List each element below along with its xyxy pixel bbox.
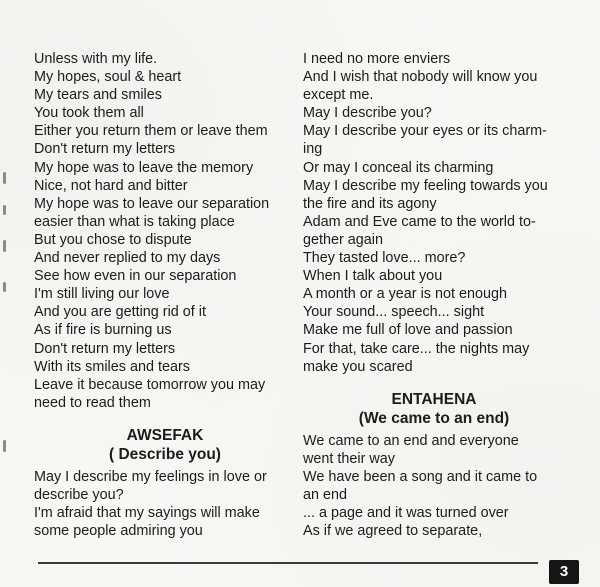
poem-line: May I describe my feeling towards you [303,177,548,194]
poem-stanza [34,50,296,412]
poem-line: And never replied to my days [34,250,221,267]
poem-line: went their way [303,450,395,467]
binding-mark [3,205,6,215]
poem-line: Leave it because tomorrow you may [34,376,266,393]
poem-line: My hope was to leave our separation [34,195,270,212]
poem-line: For that, take care... the nights may [303,340,530,357]
poem-line: gether again [303,231,384,248]
poem-line: I need no more enviers [303,51,451,67]
poem-line: an end [303,486,348,503]
poem-line: You took them all [34,105,144,122]
binding-mark [3,282,6,292]
poem-line: And I wish that nobody will know you [303,69,538,86]
poem-line: Make me full of love and passion [303,322,513,339]
poem-stanza [34,468,296,540]
poem-line: We have been a song and it came to [303,468,538,485]
binding-mark [3,172,6,184]
poem-stanza [303,50,565,376]
poem-line: need to read them [34,394,151,411]
poem-line: As if we agreed to separate, [303,523,483,540]
poem-line: They tasted love... more? [303,250,466,267]
poem-line: My tears and smiles [34,87,162,104]
poem-line: ing [303,141,323,158]
poem-line: Either you return them or leave them [34,123,268,140]
poem-line: And you are getting rid of it [34,304,206,321]
right-column [303,50,565,540]
binding-mark [3,440,6,452]
left-binding-edge [0,0,14,587]
poem-line: See how even in our separation [34,268,237,285]
poem-stanza [303,432,565,541]
poem-line: Your sound... speech... sight [303,304,485,321]
poem-line: Nice, not hard and bitter [34,177,188,194]
poem-line: make you scared [303,358,413,375]
poem-subtitle: (We came to an end) [358,409,510,427]
poem-line: May I describe you? [303,105,432,122]
poem-line: A month or a year is not enough [303,286,507,303]
poem-title: AWSEFAK [126,426,204,444]
poem-line: May I describe my feelings in love or [34,468,267,485]
footer-divider [38,562,538,564]
poem-line: I'm still living our love [34,286,170,303]
poem-line: As if fire is burning us [34,322,172,339]
poem-line: easier than what is taking place [34,213,235,230]
poem-line: My hope was to leave the memory [34,159,254,176]
poem-line: Adam and Eve came to the world to- [303,213,536,230]
poem-line: We came to an end and everyone [303,432,519,449]
poem-line: Unless with my life. [34,51,158,67]
poem-line: Or may I conceal its charming [303,159,494,176]
poem-line: I'm afraid that my sayings will make [34,505,260,522]
poem-line: Don't return my letters [34,340,176,357]
poem-line: ... a page and it was turned over [303,505,509,522]
poem-subtitle: ( Describe you) [109,445,221,463]
left-column [34,50,296,540]
poem-line: except me. [303,87,374,104]
page-number: 3 [549,560,579,584]
poem-line: some people admiring you [34,523,203,540]
poem-line: the fire and its agony [303,195,437,212]
poem-line: My hopes, soul & heart [34,69,182,86]
poem-title: ENTAHENA [391,390,477,408]
poem-line: describe you? [34,486,124,503]
binding-mark [3,240,6,252]
poem-line: With its smiles and tears [34,358,190,375]
poem-line: But you chose to dispute [34,231,192,248]
poem-line: May I describe your eyes or its charm- [303,123,547,140]
poem-line: Don't return my letters [34,141,176,158]
poem-line: When I talk about you [303,268,443,285]
